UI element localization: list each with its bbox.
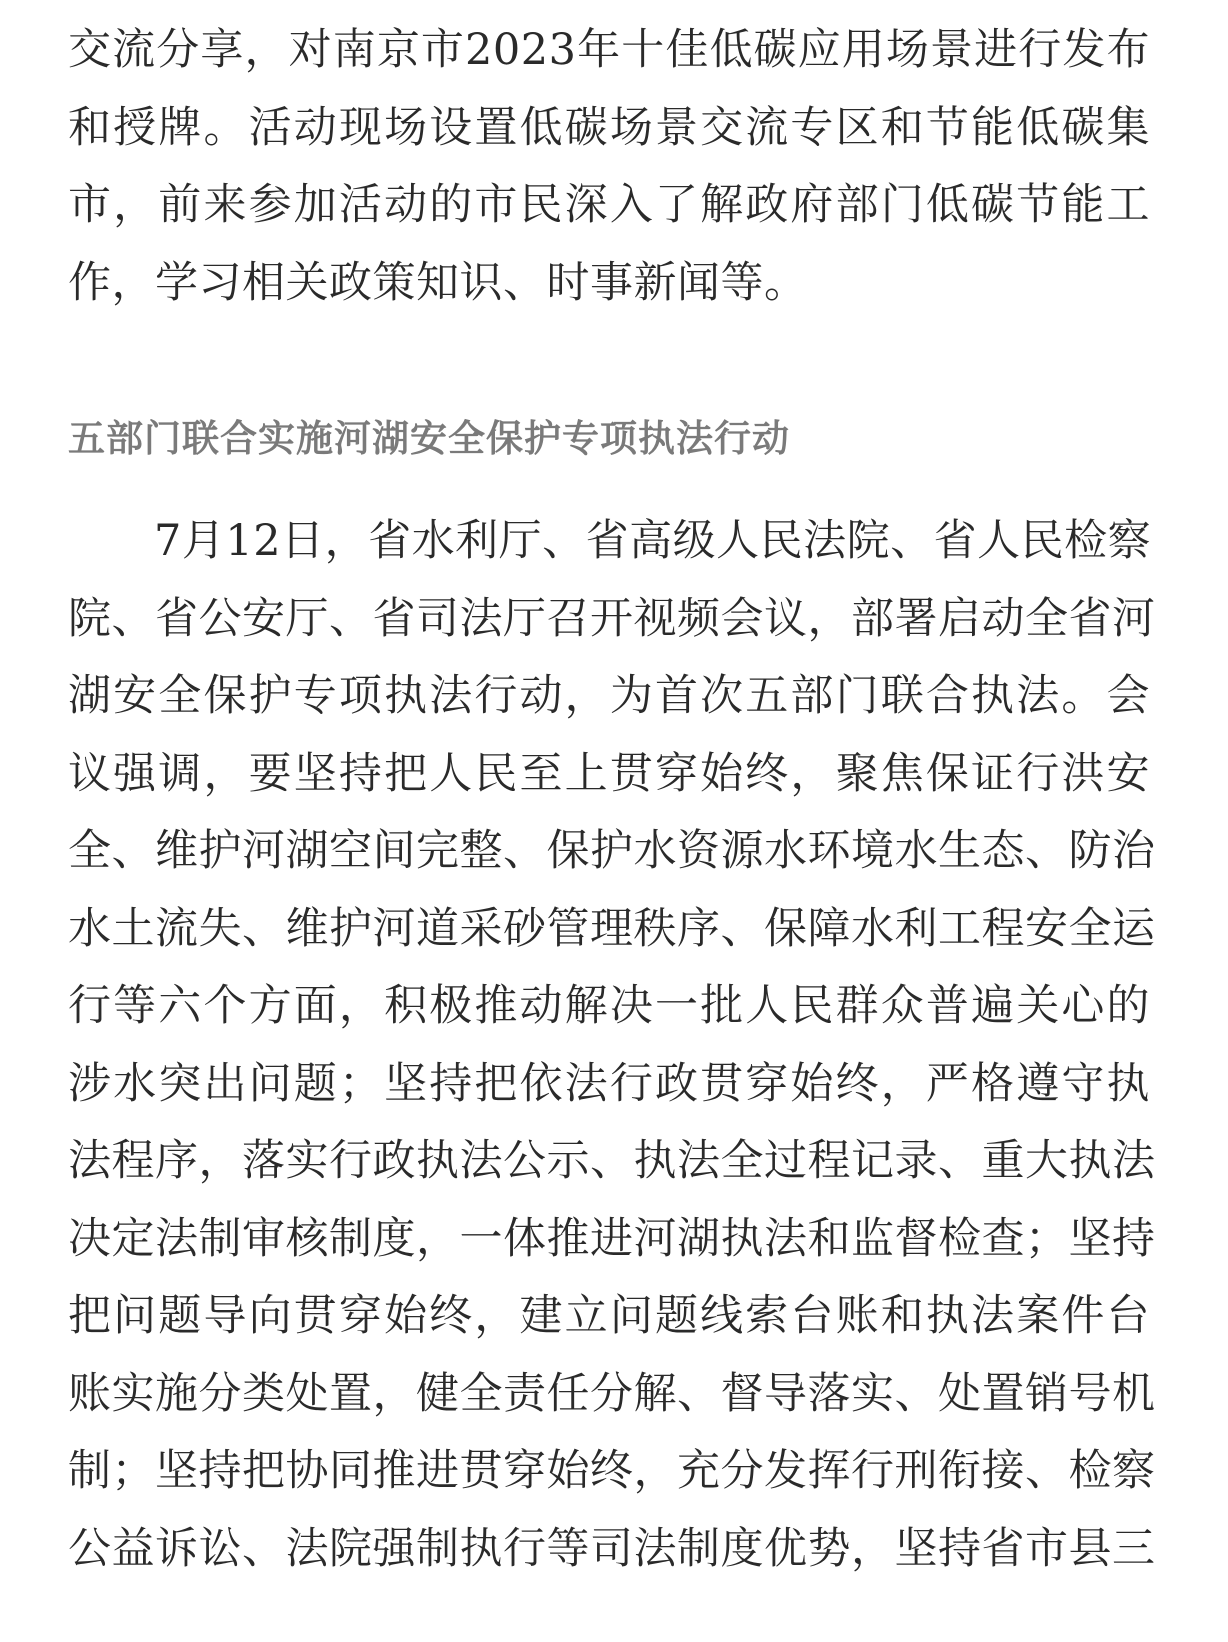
paragraph-line: 交流分享，对南京市2023年十佳低碳应用场景进行发布 <box>68 25 1150 75</box>
paragraph-line: 公益诉讼、法院强制执行等司法制度优势，坚持省市县三 <box>68 1523 1156 1574</box>
paragraph-line: 涉水突出问题；坚持把依法行政贯穿始终，严格遵守执 <box>68 1058 1150 1109</box>
paragraph-line: 市，前来参加活动的市民深入了解政府部门低碳节能工 <box>68 180 1150 230</box>
paragraph-line: 湖安全保护专项执法行动，为首次五部门联合执法。会 <box>68 671 1150 721</box>
paragraph-line: 7月12日，省水利厅、省高级人民法院、省人民检察 <box>154 516 1152 566</box>
paragraph-line: 全、维护河湖空间完整、保护水资源水环境水生态、防治 <box>68 826 1156 876</box>
continued-paragraph <box>68 12 1150 322</box>
paragraph-line: 账实施分类处置，健全责任分解、督导落实、处置销号机 <box>68 1368 1156 1419</box>
paragraph-line: 法程序，落实行政执法公示、执法全过程记录、重大执法 <box>68 1136 1156 1186</box>
paragraph-line: 议强调，要坚持把人民至上贯穿始终，聚焦保证行洪安 <box>68 748 1150 799</box>
section-heading: 五部门联合实施河湖安全保护专项执法行动 <box>68 417 790 460</box>
paragraph-line: 把问题导向贯穿始终，建立问题线索台账和执法案件台 <box>68 1291 1150 1341</box>
paragraph-line: 行等六个方面，积极推动解决一批人民群众普遍关心的 <box>68 981 1150 1031</box>
paragraph-line: 决定法制审核制度，一体推进河湖执法和监督检查；坚持 <box>68 1213 1156 1264</box>
paragraph-line: 作，学习相关政策知识、时事新闻等。 <box>68 257 808 308</box>
paragraph-line: 院、省公安厅、省司法厅召开视频会议，部署启动全省河 <box>68 593 1156 644</box>
paragraph-line: 水土流失、维护河道采砂管理秩序、保障水利工程安全运 <box>68 903 1156 954</box>
paragraph-line: 制；坚持把协同推进贯穿始终，充分发挥行刑衔接、检察 <box>68 1446 1156 1496</box>
paragraph-line: 和授牌。活动现场设置低碳场景交流专区和节能低碳集 <box>68 102 1150 153</box>
section-paragraph <box>68 503 1156 1588</box>
